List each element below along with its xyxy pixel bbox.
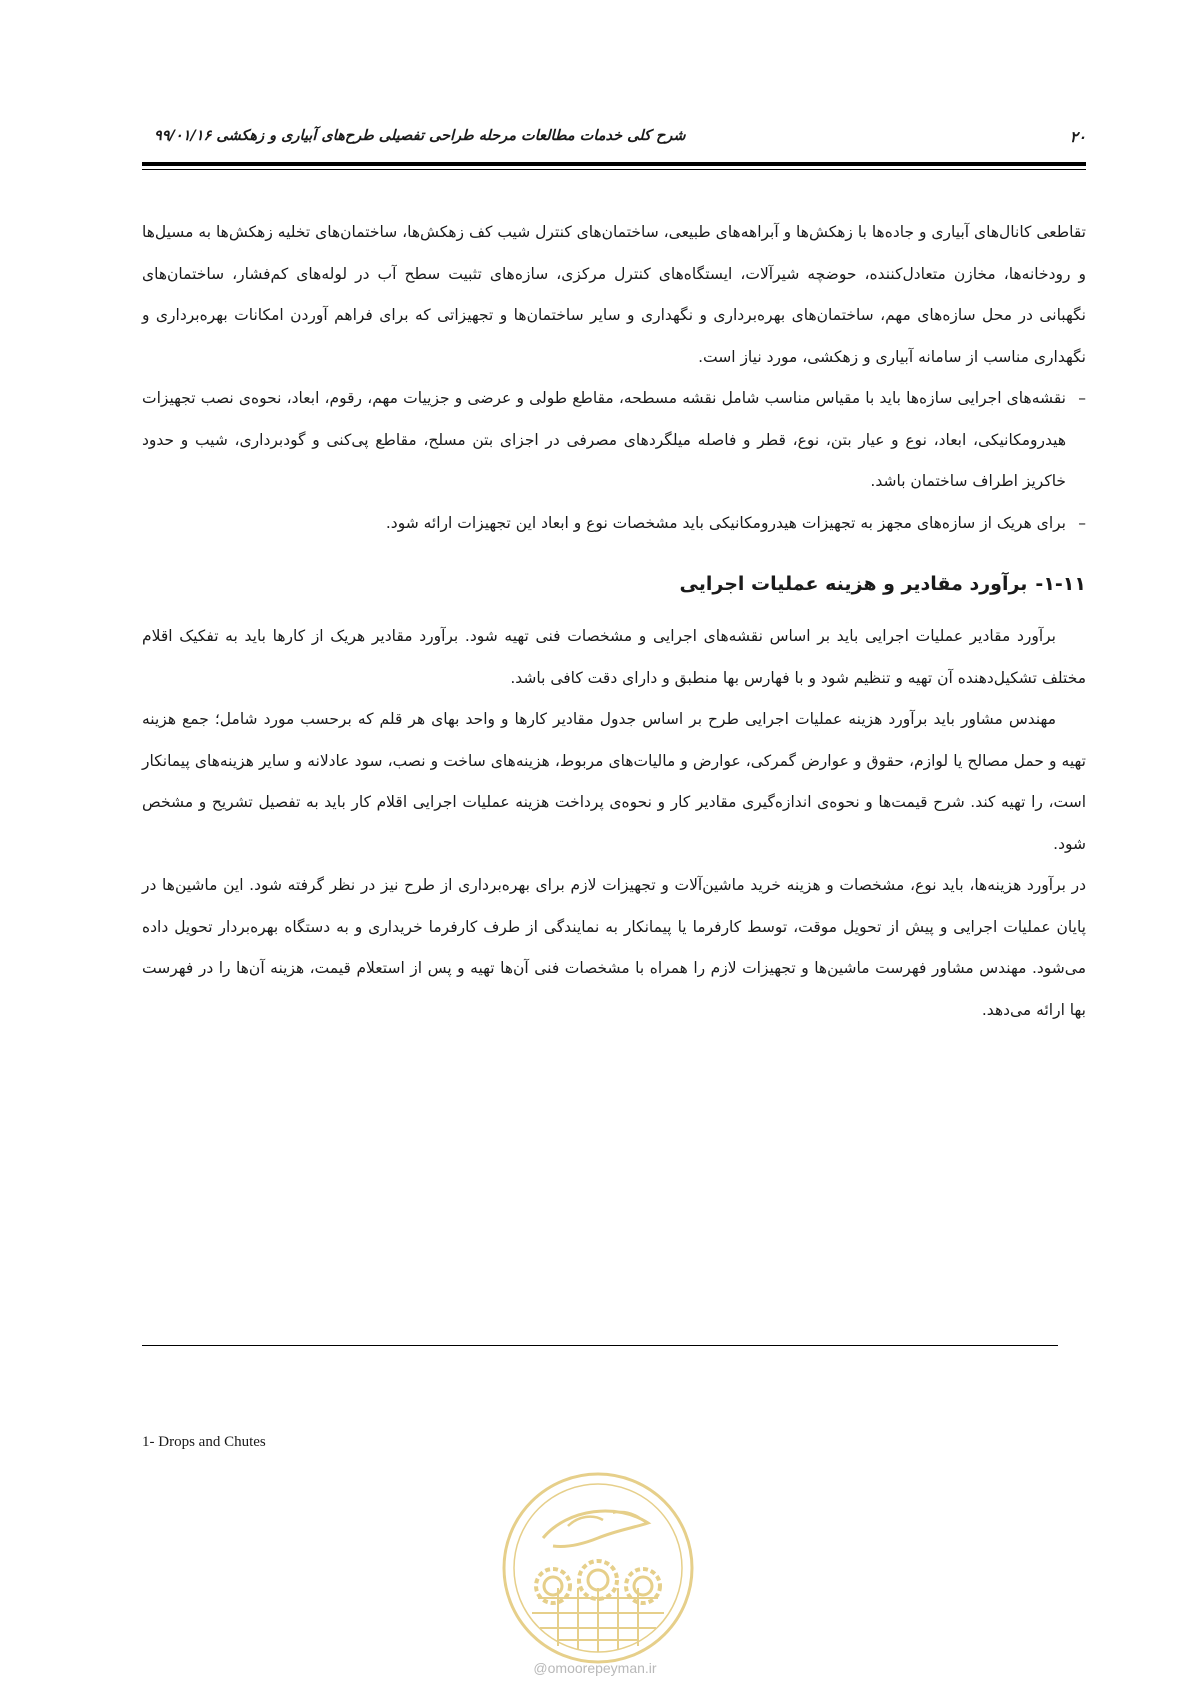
header-rule-thick [142,162,1086,166]
running-title [142,128,685,144]
section-number: ۱-۱۱- [1035,573,1086,595]
section-heading [142,562,1086,606]
section-paragraph: برآورد مقادیر عملیات اجرایی باید بر اساس نقشه‌های اجرایی و مشخصات فنی تهیه شود. برآورد مقادیر هریک از کارها باید به تفکیک اقلام مختلف تشکیل‌دهنده آن تهیه و تنظیم شود و با فهارس بها منطبق و دارای دقت کافی باشد. [142,627,1086,687]
section-title: برآورد مقادیر و هزینه عملیات اجرایی [679,573,1028,595]
bullet-item [142,503,1086,545]
bullet-list [142,378,1086,544]
intro-paragraph: تقاطعی کانال‌های آبیاری و جاده‌ها با زهکش‌ها و آبراهه‌های طبیعی، ساختمان‌های کنترل شیب کف زهکش‌ها، ساختمان‌های تخلیه زهکش‌ها به مسیل‌ها و رودخانه‌ها، مخازن متعادل‌کننده، حوضچه شیرآلات، ایستگاه‌های کنترل مرکزی، سازه‌های تثبیت سطح آب در لوله‌های کم‌فشار، ساختمان‌های نگهبانی در محل سازه‌های مهم، ساختمان‌های بهره‌برداری و نگهداری و سایر ساختمان‌ها و تجهیزاتی که برای فراهم آوردن امکانات بهره‌برداری و نگهداری مناسب از سامانه آبیاری و زهکشی، مورد نیاز است. [142,223,1086,366]
page-header [142,128,1086,154]
watermark-site-url: @omoorepeyman.ir [533,1660,657,1676]
header-rule-thin [142,169,1086,170]
body-content [142,212,1086,1031]
bullet-dash: – [1078,389,1086,407]
footnote-rule [142,1345,1058,1346]
header-date: ۹۹/۰۱/۱۶ [154,128,212,144]
running-title-text: شرح کلی خدمات مطالعات مرحله طراحی تفصیلی طرح‌های آبیاری و زهکشی [216,128,686,144]
page-number: ۲۰ [1069,128,1086,146]
bullet-item [142,378,1086,503]
bullet-dash: – [1078,513,1086,532]
footnote: 1- Drops and Chutes [142,1434,266,1450]
section-paragraph: در برآورد هزینه‌ها، باید نوع، مشخصات و هزینه خرید ماشین‌آلات و تجهیزات لازم برای بهره‌برداری از طرح نیز در نظر گرفته شود. این ماشین‌ها در پایان عملیات اجرایی و پیش از تحویل موقت، توسط کارفرما یا پیمانکار به نمایندگی از طرف کارفرما خریداری و به دستگاه بهره‌بردار تحویل داده می‌شود. مهندس مشاور فهرست ماشین‌ها و تجهیزات لازم را همراه با مشخصات فنی آن‌ها تهیه و پس از استعلام قیمت، هزینه آن‌ها را در فهرست بها ارائه می‌دهد. [142,876,1086,1019]
bullet-text: برای هریک از سازه‌های مجهز به تجهیزات هیدرومکانیکی باید مشخصات نوع و ابعاد این تجهیزات ارائه شود. [385,513,1066,532]
bullet-text: نقشه‌های اجرایی سازه‌ها باید با مقیاس مناسب شامل نقشه مسطحه، مقاطع طولی و عرضی و جزییات مهم، رقوم، ابعاد، نحوه‌ی نصب تجهیزات هیدرومکانیکی، ابعاد، نوع و عیار بتن، نوع، قطر و فاصله میلگردهای مصرفی در اجزای بتن مسلح، مقاطع پی‌کنی و گودبرداری، شیب و حدود خاکریز اطراف ساختمان باشد. [142,389,1066,490]
watermark-seal-logo [498,1468,698,1668]
section-paragraph: مهندس مشاور باید برآورد هزینه عملیات اجرایی طرح بر اساس جدول مقادیر کارها و واحد بهای هر قلم که برحسب مورد شامل؛ جمع هزینه تهیه و حمل مصالح یا لوازم، حقوق و عوارض گمرکی، عوارض و مالیات‌های مربوط، هزینه‌های ساخت و نصب، سود عادلانه و سایر هزینه‌های پیمانکار است، را تهیه کند. شرح قیمت‌ها و نحوه‌ی اندازه‌گیری مقادیر کار و نحوه‌ی پرداخت هزینه عملیات اجرایی اقلام کار باید به تفصیل تشریح و مشخص شود. [142,710,1086,853]
